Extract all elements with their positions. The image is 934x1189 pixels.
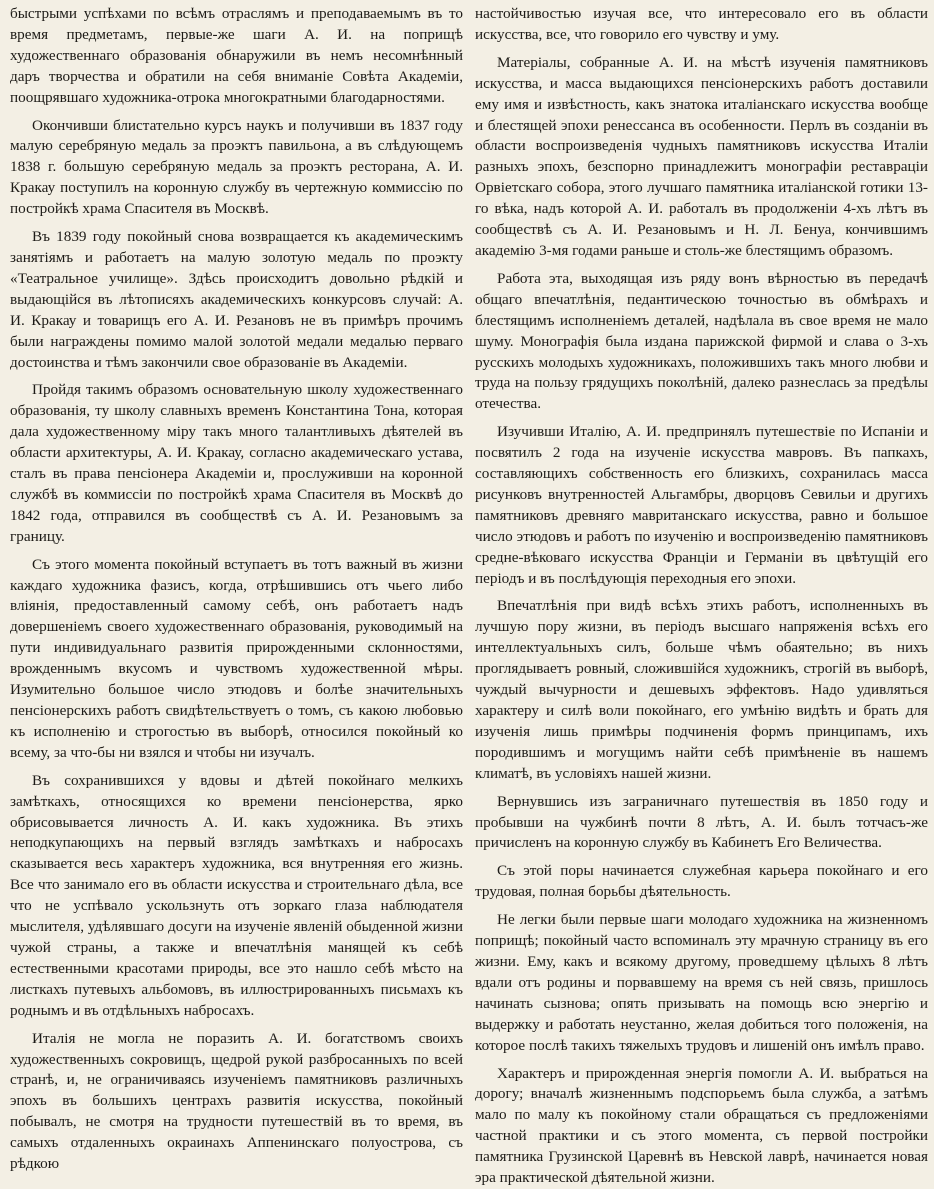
paragraph: Характеръ и прирожденная энергія помогли А. И. выбраться на дорогу; вначалѣ жизненнымъ подспорьемъ была служба, а затѣмъ мало по малу къ покойному стали обращаться съ предложеніями частной практики и съ этого момента, съ первой постройки памятника Грузинской Царевнѣ въ Невской лаврѣ, начинается новая эра практической дѣятельной жизни.	[475, 1064, 928, 1187]
paragraph: Работа эта, выходящая изъ ряду вонъ вѣрностью въ передачѣ общаго впечатлѣнія, педантическою точностью въ обмѣрахъ и блестящимъ исполненіемъ деталей, надѣлала въ свое время не мало шуму. Монографія была издана парижской фирмой и слава о 3-хъ русскихъ молодыхъ художникахъ, положившихъ такъ много любви и труда на пользу грядущихъ поколѣній, далеко разнеслась за предѣлы отечества.	[475, 269, 928, 413]
paragraph: Изучивши Италію, А. И. предпринялъ путешествіе по Испаніи и посвятилъ 2 года на изученіе искусства мавровъ. Въ папкахъ, составляющихъ собственность его близкихъ, сохранилась масса рисунковъ внутренностей Альгамбры, дворцовъ Севильи и другихъ памятниковъ древняго мавританскаго искусства, равно и большое число этюдовъ и работъ по изученію и воспроизведенію памятниковъ средне-вѣковаго искусства Франціи и Германіи въ цвѣтущій его періодъ и въ послѣдующія переходныя его эпохи.	[475, 423, 928, 587]
paragraph: быстрыми успѣхами по всѣмъ отраслямъ и преподаваемымъ въ то время предметамъ, первые-же шаги А. И. на поприщѣ художественнаго образованія обнаружили въ немъ несомнѣнный даръ творчества и обратили на себя вниманіе Совѣта Академіи, поощрявшаго художника-отрока многократными благодарностями.	[10, 5, 463, 106]
paragraph: Впечатлѣнія при видѣ всѣхъ этихъ работъ, исполненныхъ въ лучшую пору жизни, въ періодъ высшаго напряженія всѣхъ его интеллектуальныхъ силъ, больше чѣмъ обаятельно; въ нихъ проглядываетъ ровный, сложившійся художникъ, строгій въ выборѣ, чуждый вычурности и дешевыхъ эффектовъ. Надо удивляться характеру и силѣ воли покойнаго, его умѣнію видѣть и брать для изученія лишь примѣры подчиненія формъ принципамъ, ихъ породившимъ и могущимъ найти себѣ примѣненіе въ нашемъ климатѣ, въ условіяхъ нашей жизни.	[475, 597, 928, 782]
paragraph: Окончивши блистательно курсъ наукъ и получивши въ 1837 году малую серебряную медаль за проэктъ павильона, а въ слѣдующемъ 1838 г. большую серебряную медаль за проэктъ ресторана, А. И. Кракау поступилъ на коронную службу въ чертежную коммиссію по постройкѣ храма Спасителя въ Москвѣ.	[10, 116, 463, 218]
paragraph: Не легки были первые шаги молодаго художника на жизненномъ поприщѣ; покойный часто вспоминалъ эту мрачную страницу въ его жизни. Ему, какъ и всякому другому, проведшему цѣлыхъ 8 лѣтъ вдали отъ родины и порвавшему на время съ ней связь, пришлось начинать сызнова; опять призывать на помощь всю энергію и выдержку и работать неустанно, желая добиться того положенія, на которое послѣ такихъ тяжелыхъ трудовъ и лишеній онъ имѣлъ право.	[475, 911, 928, 1054]
paragraph: Матеріалы, собранные А. И. на мѣстѣ изученія памятниковъ искусства, и масса выдающихся пенсіонерскихъ работъ доставили ему имя и извѣстность, какъ знатока италіанскаго искусства вообще и блестящей эпохи ренессанса въ особенности. Перлъ въ созданіи въ области воспроизведенія чудныхъ памятниковъ искусства Италіи разныхъ эпохъ, безспорно принадлежитъ монографіи реставраціи Орвіетскаго собора, этого лучшаго памятника италіанской готики 13-го вѣка, надъ которой А. И. работалъ въ продолженіи 4-хъ лѣтъ въ сообществѣ съ А. И. Резановымъ и Н. Л. Бенуа, кончившимъ академію 3-мя годами раньше и столь-же блестящимъ образомъ.	[475, 53, 928, 259]
paragraph: Пройдя такимъ образомъ основательную школу художественнаго образованія, ту школу славныхъ временъ Константина Тона, которая дала художественному міру такъ много талантливыхъ дѣятелей въ области архитектуры, А. И. Кракау, согласно академическаго устава, сталъ въ права пенсіонера Академіи и, прослуживши на коронной службѣ въ коммиссіи по постройкѣ храма Спасителя въ Москвѣ до 1842 года, отправился въ сообществѣ съ А. И. Резановымъ за границу.	[10, 381, 463, 545]
paragraph: Съ этой поры начинается служебная карьера покойнаго и его трудовая, полная борьбы дѣятельность.	[475, 862, 928, 901]
right-column	[475, 4, 928, 1187]
paragraph: Въ 1839 году покойный снова возвращается къ академическимъ занятіямъ и работаетъ на малую золотую медаль по проэкту «Театральное училище». Здѣсь происходитъ довольно рѣдкій и выдающійся въ лѣтописяхъ академическихъ конкурсовъ случай: А. И. Кракау и товарищъ его А. И. Резановъ не въ примѣръ прочимъ были награждены помимо малой золотой медали медалью перваго достоинства и тѣмъ закончили свое образованіе въ Академіи.	[10, 228, 463, 371]
paragraph: Вернувшись изъ заграничнаго путешествія въ 1850 году и пробывши на чужбинѣ почти 8 лѣтъ, А. И. былъ тотчасъ-же причисленъ на коронную службу въ Кабинетъ Его Величества.	[475, 792, 928, 852]
left-column	[10, 4, 463, 1173]
paragraph: Италія не могла не поразить А. И. богатствомъ своихъ художественныхъ сокровищъ, щедрой рукой разбросанныхъ по всей странѣ, и, не ограничиваясь изученіемъ памятниковъ различныхъ эпохъ въ большихъ центрахъ развитія искусства, покойный побывалъ, не смотря на трудности путешествій въ то время, въ самыхъ отдаленныхъ окраинахъ Аппенинскаго полуострова, съ рѣдкою	[10, 1029, 463, 1173]
paragraph: Въ сохранившихся у вдовы и дѣтей покойнаго мелкихъ замѣткахъ, относящихся ко времени пенсіонерства, ярко обрисовывается личность А. И. какъ художника. Въ этихъ неподкупающихъ на первый взглядъ замѣткахъ и набросахъ сказывается весь характеръ художника, вся внутренняя его жизнь. Все что занимало его въ области искусства и строительнаго дѣла, все что не успѣвало ускользнуть отъ зоркаго глаза наблюдателя мыслителя, удѣлявшаго досуги на изученіе явленій обыденной жизни чужой страны, а также и впечатлѣнія манящей къ себѣ естественными красотами природы, все это нашло себѣ мѣсто на листкахъ путевыхъ альбомовъ, въ иллюстрированныхъ письмахъ къ роднымъ и въ отдѣльныхъ набросахъ.	[10, 771, 463, 1019]
paragraph: настойчивостью изучая все, что интересовало его въ области искусства, все, что говорило его чувству и уму.	[475, 5, 928, 43]
paragraph: Съ этого момента покойный вступаетъ въ тотъ важный въ жизни каждаго художника фазисъ, когда, отрѣшившись отъ чьего либо вліянія, предоставленный самому себѣ, онъ работаетъ надъ довершеніемъ своего художественнаго образованія, руководимый на пути индивидуальнаго развитія прирожденными склонностями, врожденнымъ вкусомъ и чувствомъ художественной мѣры. Изумительно большое число этюдовъ и болѣе значительныхъ пенсіонерскихъ работъ свидѣтельствуетъ о томъ, съ какою любовью къ исполненію и строгостью въ выборѣ, относился покойный ко всему, за что-бы ни взялся и чтобы ни изучалъ.	[10, 555, 463, 761]
